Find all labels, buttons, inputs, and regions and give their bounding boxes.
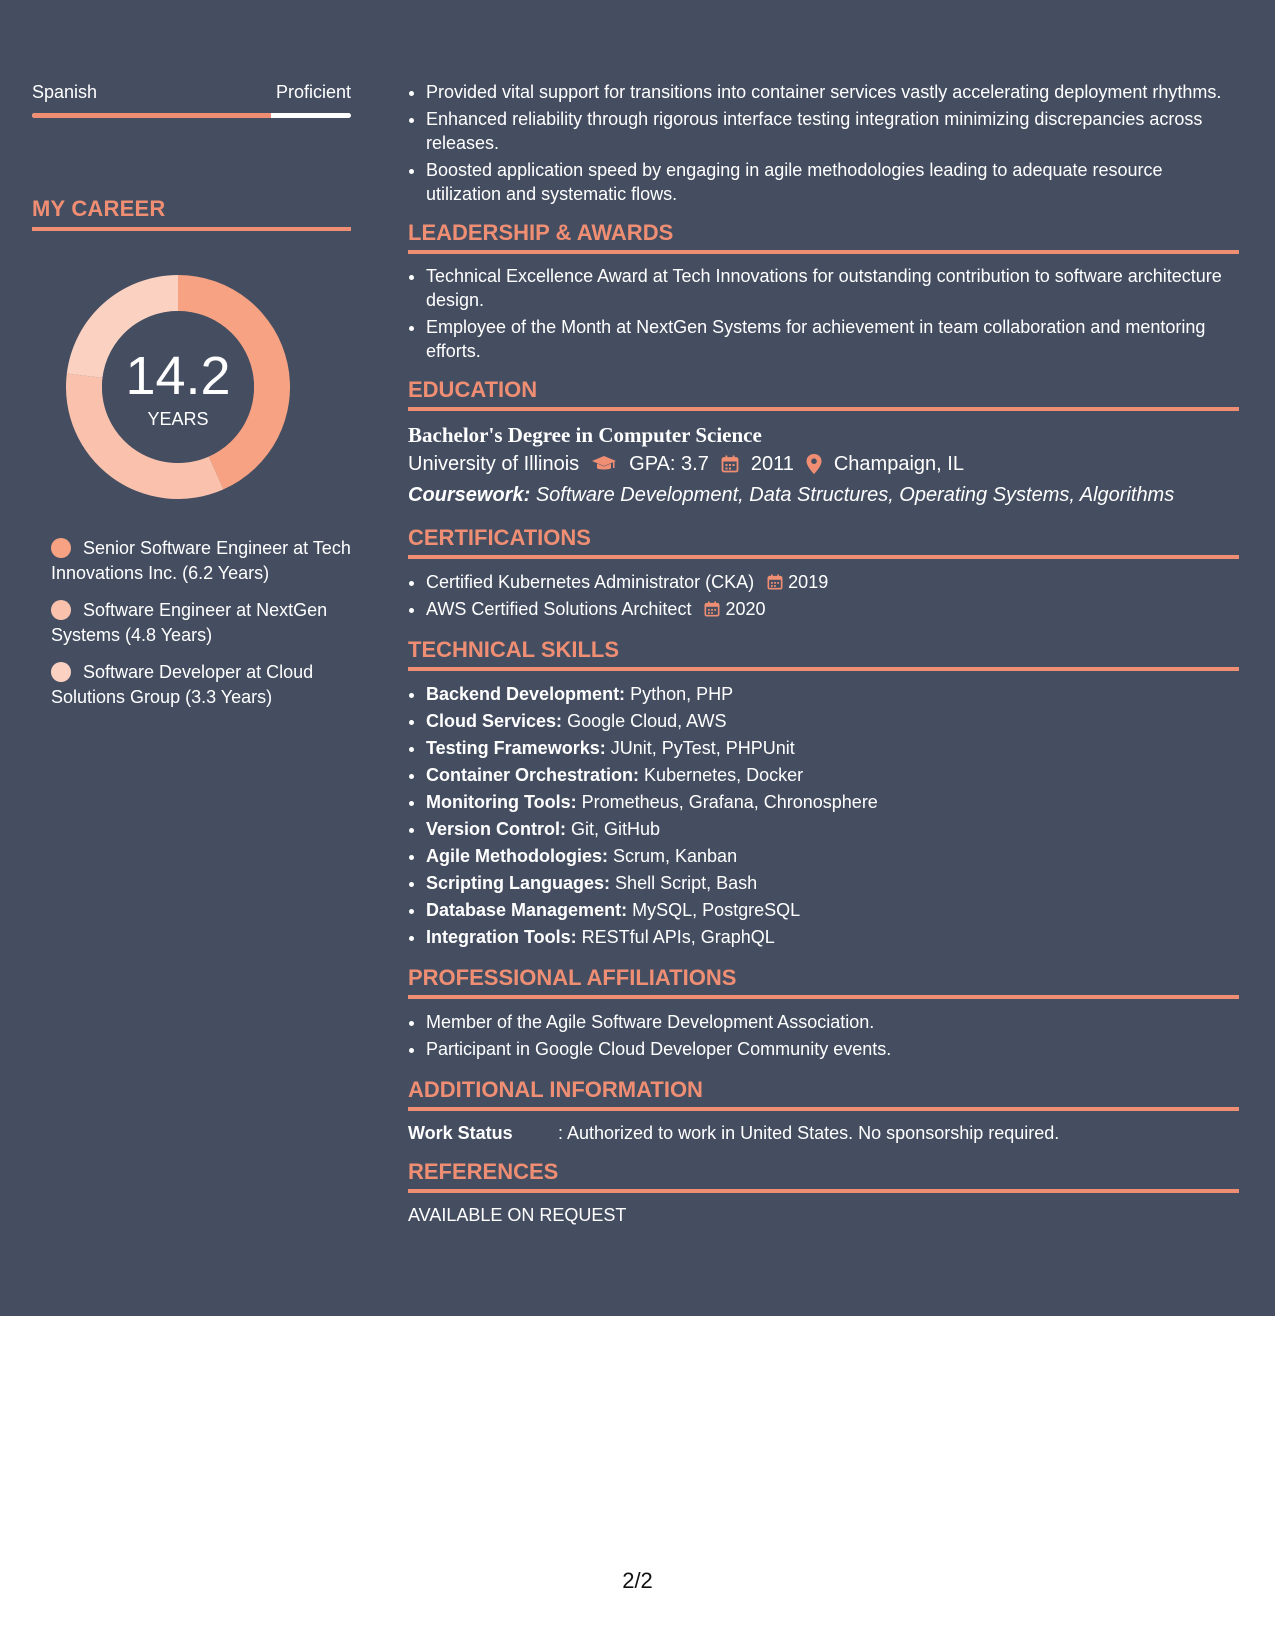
work-status-label: Work Status (408, 1123, 513, 1143)
education-meta (408, 449, 1239, 479)
certification-year: 2020 (725, 599, 766, 619)
career-legend (51, 536, 351, 722)
references-text: AVAILABLE ON REQUEST (408, 1205, 627, 1225)
calendar-icon (721, 455, 739, 473)
language-level: Proficient (275, 82, 351, 102)
list-item (426, 569, 1239, 596)
career-donut-chart (66, 275, 290, 499)
career-legend-item (51, 536, 351, 586)
career-total-years: 14.2 (125, 346, 231, 406)
skill-label: Database Management: (426, 900, 628, 920)
certification-name: Certified Kubernetes Administrator (CKA) (426, 572, 755, 592)
skill-label: Monitoring Tools: (426, 792, 577, 812)
leadership-section-title: LEADERSHIP & AWARDS (408, 220, 1239, 254)
education-gpa: GPA: 3.7 (629, 453, 709, 475)
list-item: • Participant in Google Cloud Developer Community events. (426, 1036, 1239, 1063)
list-item (426, 596, 1239, 623)
work-status-row (408, 1121, 1239, 1145)
list-item (426, 681, 1239, 708)
leadership-list (408, 264, 1239, 363)
work-status-value: : Authorized to work in United States. No sponsorship required. (558, 1123, 1060, 1143)
certifications-section-title: CERTIFICATIONS (408, 525, 1239, 559)
career-years-unit: YEARS (147, 409, 209, 429)
affiliations-section-title: PROFESSIONAL AFFILIATIONS (408, 965, 1239, 999)
skill-label: Agile Methodologies: (426, 846, 608, 866)
list-item (426, 816, 1239, 843)
language-name: Spanish (32, 82, 98, 102)
list-item (426, 762, 1239, 789)
list-item (426, 708, 1239, 735)
certification-year: 2019 (788, 572, 829, 592)
language-row (32, 82, 351, 103)
career-section-rule (32, 227, 351, 231)
education-degree: Bachelor's Degree in Computer Science (408, 423, 762, 447)
list-item (426, 870, 1239, 897)
calendar-icon (767, 574, 783, 590)
career-legend-dot (51, 538, 71, 558)
language-proficiency-bar (32, 113, 351, 118)
skill-value: Python, PHP (630, 684, 734, 704)
skill-value: Git, GitHub (571, 819, 661, 839)
career-legend-dot (51, 600, 71, 620)
career-legend-text: Software Developer at Cloud Solutions Group (3.3 Years) (51, 662, 314, 707)
career-legend-item (51, 660, 351, 710)
skill-value: Kubernetes, Docker (644, 765, 804, 785)
education-location: Champaign, IL (833, 453, 964, 475)
career-legend-text: Senior Software Engineer at Tech Innovations Inc. (6.2 Years) (51, 538, 351, 583)
career-section-title: MY CAREER (32, 196, 166, 221)
list-item: • Enhanced reliability through rigorous interface testing integration minimizing discrepancies across releases. (426, 107, 1239, 155)
education-school: University of Illinois (408, 453, 580, 475)
certification-name: AWS Certified Solutions Architect (426, 599, 692, 619)
location-pin-icon (806, 454, 822, 474)
education-section-title: EDUCATION (408, 377, 1239, 411)
skill-label: Cloud Services: (426, 711, 563, 731)
list-item (426, 924, 1239, 951)
list-item (426, 843, 1239, 870)
experience-bullets (408, 80, 1239, 206)
list-item: • Provided vital support for transitions into container services vastly accelerating deployment rhythms. (426, 80, 1239, 104)
additional-section-title: ADDITIONAL INFORMATION (408, 1077, 1239, 1111)
coursework-label: Coursework: (408, 484, 531, 506)
career-legend-dot (51, 662, 71, 682)
skill-value: Shell Script, Bash (615, 873, 758, 893)
affiliations-list (408, 1009, 1239, 1063)
skill-label: Container Orchestration: (426, 765, 640, 785)
skill-value: MySQL, PostgreSQL (632, 900, 801, 920)
list-item: • Boosted application speed by engaging in agile methodologies leading to adequate resource utilization and systematic flows. (426, 158, 1239, 206)
skills-section-title: TECHNICAL SKILLS (408, 637, 1239, 671)
list-item (426, 897, 1239, 924)
skill-value: Google Cloud, AWS (567, 711, 727, 731)
skill-value: RESTful APIs, GraphQL (581, 927, 775, 947)
main-column (408, 80, 1239, 1227)
skill-label: Backend Development: (426, 684, 626, 704)
coursework-text: Software Development, Data Structures, Operating Systems, Algorithms (535, 484, 1175, 506)
education-coursework (408, 479, 1239, 511)
page-number: 2/2 (622, 1568, 653, 1593)
graduation-cap-icon (591, 455, 617, 473)
skill-label: Testing Frameworks: (426, 738, 606, 758)
language-proficiency-fill (32, 113, 271, 118)
references-section-title: REFERENCES (408, 1159, 1239, 1193)
list-item: • Employee of the Month at NextGen Systems for achievement in team collaboration and mentoring efforts. (426, 315, 1239, 363)
list-item (426, 735, 1239, 762)
education-year: 2011 (750, 453, 794, 475)
skill-label: Integration Tools: (426, 927, 577, 947)
certifications-list (408, 569, 1239, 623)
skill-label: Version Control: (426, 819, 567, 839)
list-item (426, 789, 1239, 816)
calendar-icon (704, 601, 720, 617)
skills-list (408, 681, 1239, 951)
skill-value: Scrum, Kanban (613, 846, 738, 866)
skill-label: Scripting Languages: (426, 873, 611, 893)
skill-value: Prometheus, Grafana, Chronosphere (581, 792, 878, 812)
skill-value: JUnit, PyTest, PHPUnit (610, 738, 795, 758)
list-item: • Technical Excellence Award at Tech Innovations for outstanding contribution to software architecture design. (426, 264, 1239, 312)
career-legend-item (51, 598, 351, 648)
list-item: • Member of the Agile Software Development Association. (426, 1009, 1239, 1036)
career-legend-text: Software Engineer at NextGen Systems (4.8 Years) (51, 600, 328, 645)
